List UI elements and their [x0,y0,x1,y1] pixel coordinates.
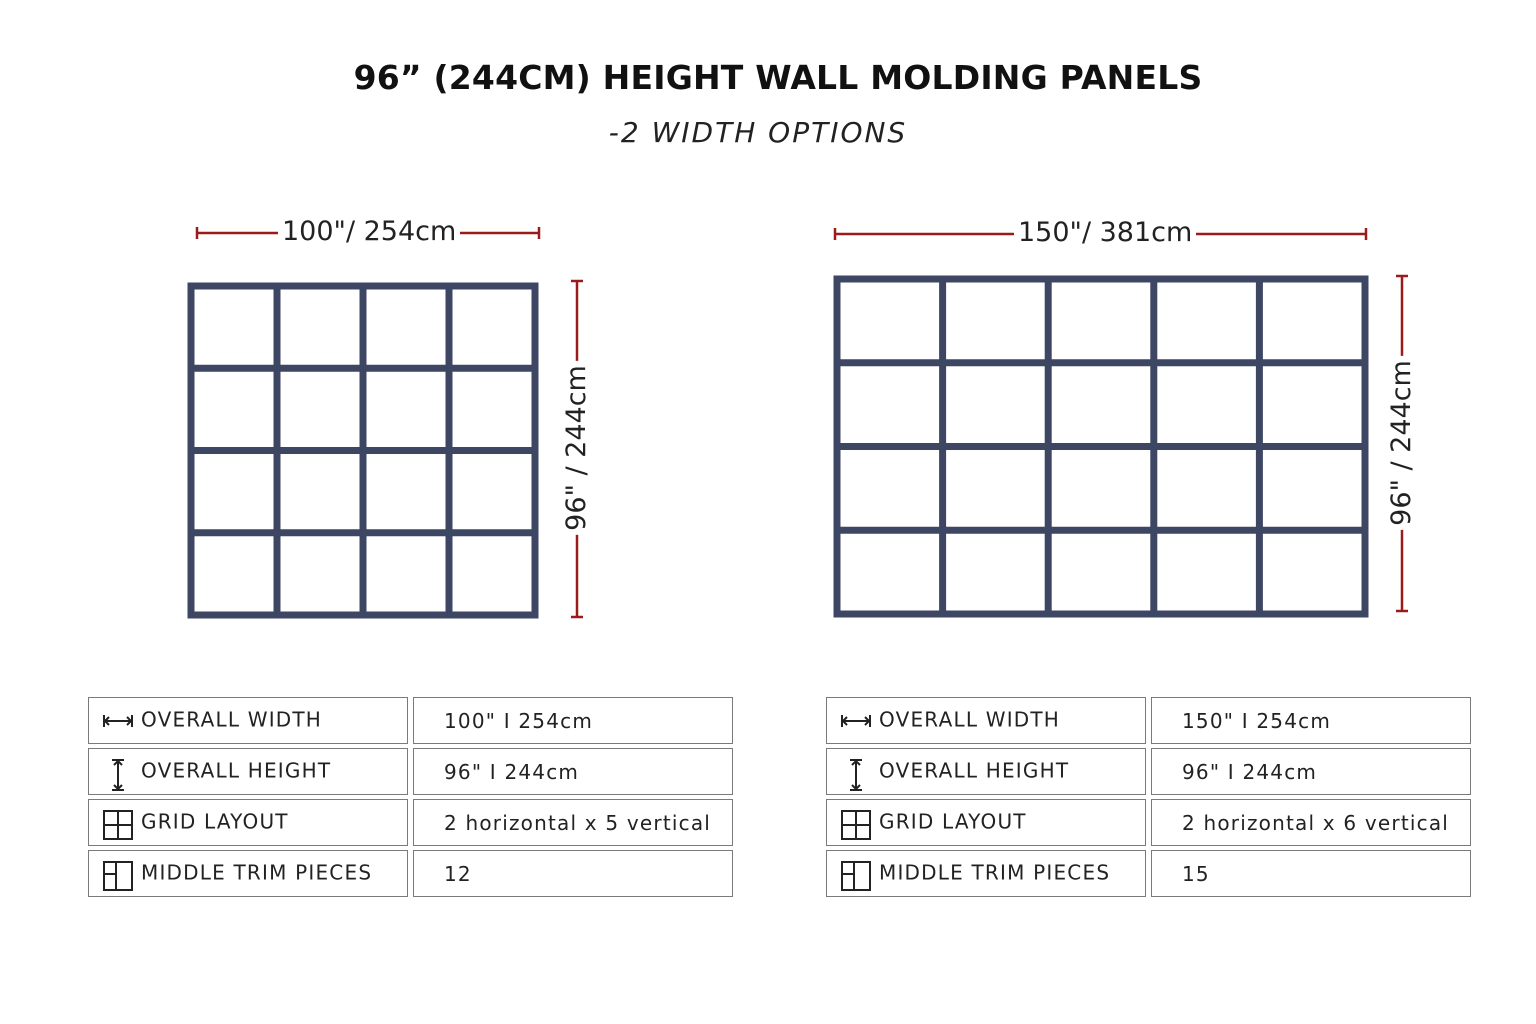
spec-label-cell [88,850,408,897]
spec-value: 100" I 254cm [413,697,733,744]
spec-value: 2 horizontal x 6 vertical [1151,799,1471,846]
spec-label-cell [826,748,1146,795]
page-subtitle: -2 WIDTH OPTIONS [608,116,908,149]
width-arrows-icon [839,707,873,735]
trim-pieces-icon [839,860,873,888]
spec-label-cell [826,697,1146,744]
spec-value: 12 [413,850,733,897]
spec-value: 15 [1151,850,1471,897]
spec-label-cell [826,799,1146,846]
option-1-width-label: 100"/ 254cm [278,217,460,247]
spec-value: 150" I 254cm [1151,697,1471,744]
option-1-overall-width-row [88,697,733,744]
trim-pieces-icon [101,860,135,888]
grid-layout-icon [839,809,873,837]
spec-value: 96" I 244cm [413,748,733,795]
spec-label: GRID LAYOUT [141,809,289,833]
height-arrows-icon [839,758,873,786]
spec-label: OVERALL HEIGHT [879,758,1070,782]
spec-label: GRID LAYOUT [879,809,1027,833]
spec-value: 96" I 244cm [1151,748,1471,795]
option-1-middle-trim-pieces-row [88,850,733,897]
option-2-overall-width-row [826,697,1471,744]
option-1-grid-layout-row [88,799,733,846]
spec-label-cell [88,748,408,795]
spec-label-cell [88,697,408,744]
spec-label: OVERALL HEIGHT [141,758,332,782]
option-2-middle-trim-pieces-row [826,850,1471,897]
grid-layout-icon [101,809,135,837]
spec-label: OVERALL WIDTH [879,707,1061,731]
option-2-width-label: 150"/ 381cm [1014,218,1196,248]
spec-label-cell [826,850,1146,897]
option-2-spec-table [821,693,1476,901]
option-1-height-label: 96" / 244cm [562,361,592,535]
spec-value: 2 horizontal x 5 vertical [413,799,733,846]
spec-label-cell [88,799,408,846]
height-arrows-icon [101,758,135,786]
width-arrows-icon [101,707,135,735]
option-2-height-label: 96" / 244cm [1387,356,1417,530]
option-2-overall-height-row [826,748,1471,795]
spec-label: OVERALL WIDTH [141,707,323,731]
option-1-overall-height-row [88,748,733,795]
spec-label: MIDDLE TRIM PIECES [141,860,373,884]
option-1-spec-table [83,693,738,901]
spec-label: MIDDLE TRIM PIECES [879,860,1111,884]
page-title: 96” (244CM) HEIGHT WALL MOLDING PANELS [353,58,1203,97]
option-2-grid-layout-row [826,799,1471,846]
